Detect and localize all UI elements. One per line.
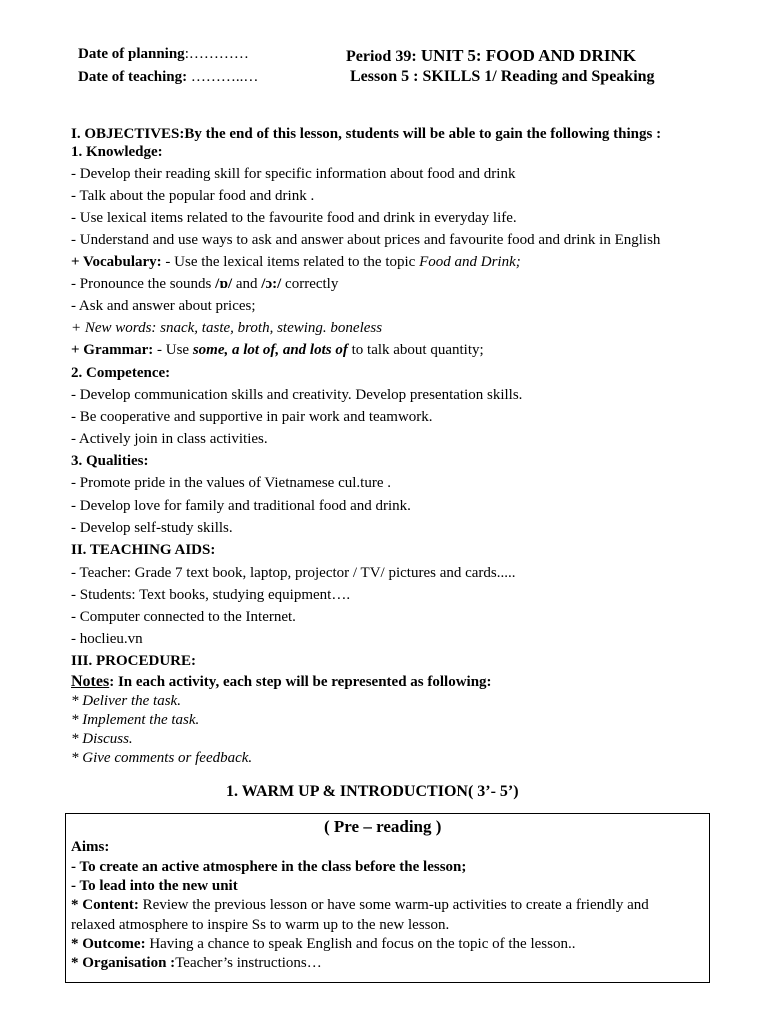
outcome-label: * Outcome:	[71, 936, 146, 952]
aids-item: - Teacher: Grade 7 text book, laptop, projector / TV/ pictures and cards.....	[71, 565, 516, 581]
knowledge-item: - Understand and use ways to ask and answer about prices and favourite food and drink in English	[71, 232, 661, 248]
teaching-value: ………..…	[187, 69, 259, 85]
grammar-pre: - Use	[153, 342, 193, 358]
content-line-2: relaxed atmosphere to inspire Ss to warm up to the new lesson.	[71, 917, 450, 933]
aids-item: - Students: Text books, studying equipment….	[71, 587, 351, 603]
content-text: Review the previous lesson or have some warm-up activities to create a friendly and	[138, 897, 649, 913]
teaching-label: Date of teaching:	[78, 69, 188, 85]
planning-value: :…………	[184, 46, 249, 62]
vocabulary-label: + Vocabulary:	[71, 254, 162, 270]
organisation-label: * Organisation :	[71, 955, 176, 971]
date-of-planning	[78, 44, 249, 64]
box-title: ( Pre – reading )	[324, 817, 442, 836]
procedure-step: * Discuss.	[71, 731, 133, 747]
aids-item: - hoclieu.vn	[71, 631, 143, 647]
sound-2: /ɔ:/	[261, 276, 282, 292]
knowledge-item: - Use lexical items related to the favourite food and drink in everyday life.	[71, 210, 517, 226]
period-label: Period 39:	[346, 48, 417, 65]
grammar-line	[71, 340, 484, 360]
content-line	[71, 895, 649, 915]
qualities-item: - Promote pride in the values of Vietnamese cul.ture .	[71, 475, 391, 491]
lesson-title: Lesson 5 : SKILLS 1/ Reading and Speaking	[350, 68, 655, 85]
procedure-step: * Give comments or feedback.	[71, 750, 253, 766]
grammar-words: some, a lot of, and lots of	[192, 342, 348, 358]
vocabulary-text: - Use the lexical items related to the topic	[161, 254, 420, 270]
competence-item: - Develop communication skills and creativity. Develop presentation skills.	[71, 387, 523, 403]
unit-title: UNIT 5: FOOD AND DRINK	[416, 46, 636, 65]
notes-line	[71, 672, 492, 692]
organisation-line	[71, 953, 322, 973]
qualities-item: - Develop self-study skills.	[71, 520, 233, 536]
qualities-item: - Develop love for family and traditional food and drink.	[71, 498, 411, 514]
aims-label: Aims:	[71, 839, 110, 855]
warmup-box	[65, 813, 710, 983]
teaching-aids-heading: II. TEACHING AIDS:	[71, 542, 216, 558]
sound-1: /ɒ/	[215, 276, 233, 292]
pronounce-line	[71, 274, 338, 294]
notes-label: Notes	[71, 673, 110, 690]
procedure-step: * Implement the task.	[71, 712, 200, 728]
aims-item: - To create an active atmosphere in the class before the lesson;	[71, 859, 467, 875]
new-words-line: + New words: snack, taste, broth, stewing. boneless	[71, 320, 383, 336]
outcome-text: Having a chance to speak English and focus on the topic of the lesson..	[145, 936, 576, 952]
procedure-step: * Deliver the task.	[71, 693, 181, 709]
grammar-post: to talk about quantity;	[347, 342, 484, 358]
pronounce-pre: - Pronounce the sounds	[71, 276, 216, 292]
pronounce-post: correctly	[281, 276, 339, 292]
objectives-heading: I. OBJECTIVES:By the end of this lesson, students will be able to gain the following things :	[71, 126, 662, 142]
pronounce-and: and	[232, 276, 262, 292]
organisation-text: Teacher’s instructions…	[175, 955, 322, 971]
aims-item: - To lead into the new unit	[71, 878, 238, 894]
vocabulary-topic: Food and Drink;	[419, 254, 521, 270]
period-unit-title	[346, 45, 636, 68]
qualities-heading: 3. Qualities:	[71, 453, 149, 469]
knowledge-item: - Talk about the popular food and drink .	[71, 188, 315, 204]
vocabulary-line	[71, 252, 521, 272]
warmup-heading: 1. WARM UP & INTRODUCTION( 3’- 5’)	[226, 783, 519, 800]
notes-text: : In each activity, each step will be represented as following:	[109, 674, 492, 690]
date-of-teaching	[78, 67, 258, 87]
competence-item: - Actively join in class activities.	[71, 431, 268, 447]
knowledge-item: - Develop their reading skill for specific information about food and drink	[71, 166, 516, 182]
competence-item: - Be cooperative and supportive in pair work and teamwork.	[71, 409, 433, 425]
content-label: * Content:	[71, 897, 139, 913]
procedure-heading: III. PROCEDURE:	[71, 653, 197, 669]
aids-item: - Computer connected to the Internet.	[71, 609, 296, 625]
planning-label: Date of planning	[78, 46, 185, 62]
ask-prices-line: - Ask and answer about prices;	[71, 298, 256, 314]
outcome-line	[71, 934, 575, 954]
competence-heading: 2. Competence:	[71, 365, 171, 381]
grammar-label: + Grammar:	[71, 342, 154, 358]
knowledge-heading: 1. Knowledge:	[71, 144, 163, 160]
